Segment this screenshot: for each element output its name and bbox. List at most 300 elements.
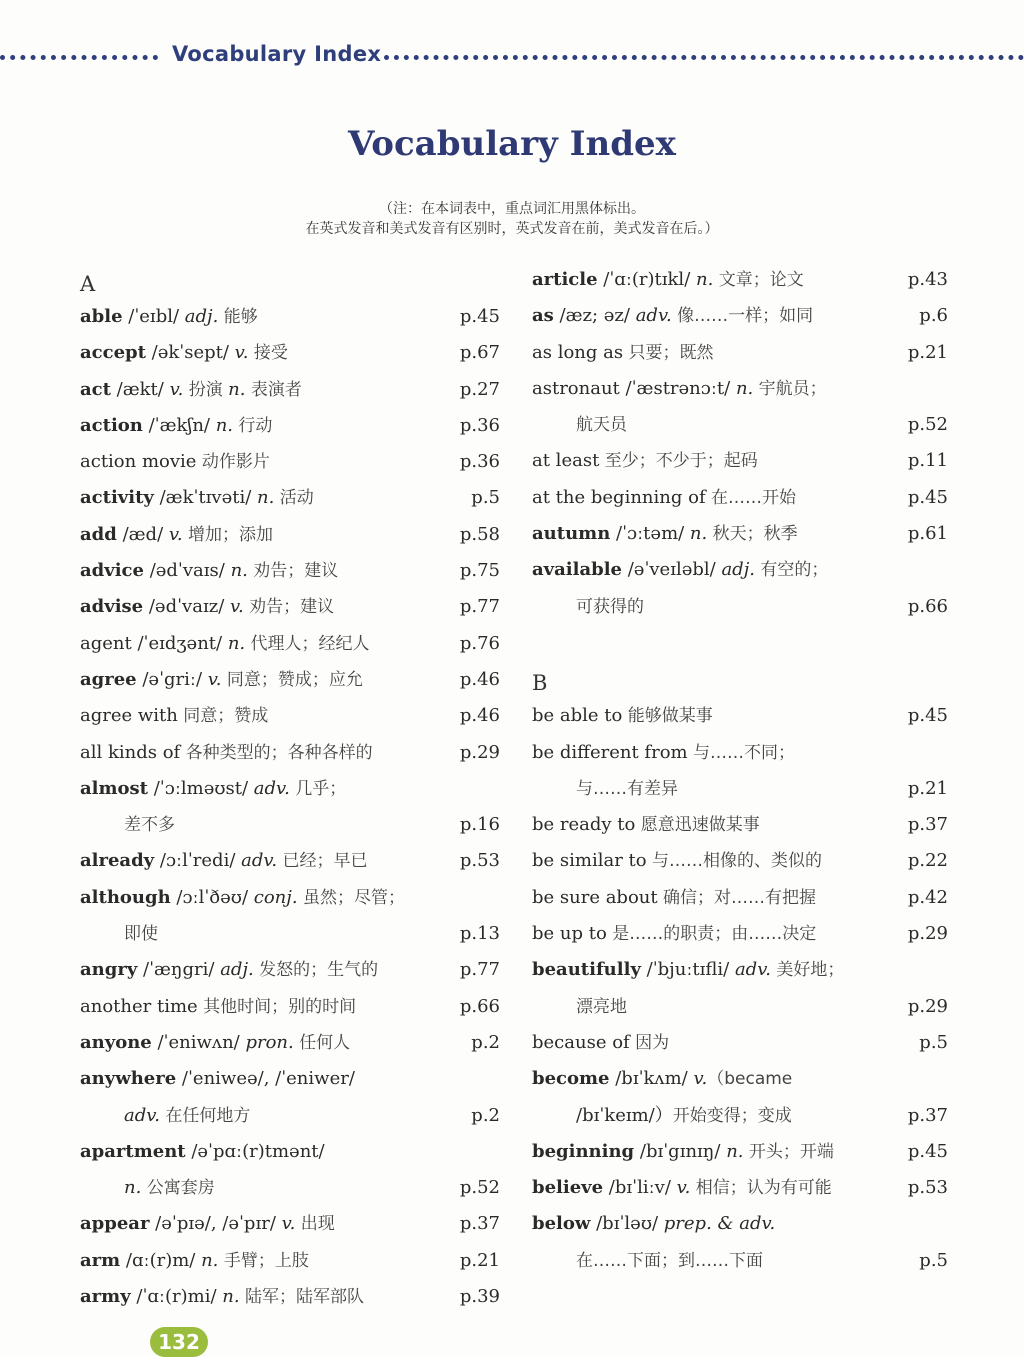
entry-word: become (532, 1068, 610, 1090)
entry-text (80, 517, 273, 553)
entry-page-ref: p.6 (919, 305, 948, 327)
vocab-entry (80, 880, 500, 916)
entry-phonetic: /ˈɔːtəm/ (610, 523, 690, 545)
entry-text (532, 1170, 832, 1206)
entry-text (532, 1206, 775, 1242)
entry-text (80, 553, 338, 589)
entry-part-of-speech: n. (726, 1140, 744, 1162)
entry-text (80, 480, 314, 516)
entry-text (80, 589, 334, 625)
entry-word: below (532, 1213, 591, 1235)
entry-word: be similar to (532, 850, 647, 872)
entry-part-of-speech: n. (695, 269, 714, 290)
entry-meaning: 愿意迅速做某事 (635, 815, 760, 836)
vocab-entry (80, 408, 500, 444)
entry-phonetic: /ˈeɪbl/ (122, 306, 185, 327)
entry-page-ref: p.52 (907, 414, 948, 436)
entry-page-ref: p.5 (919, 1031, 948, 1053)
entry-meaning: 开始变得；变成 (672, 1105, 792, 1126)
entry-meaning: 与……不同； (687, 742, 795, 763)
entry-page-ref: p.75 (459, 560, 500, 582)
entry-text (80, 626, 370, 662)
entry-phonetic: /ˈɑː(r)mi/ (130, 1286, 223, 1308)
entry-part-of-speech: v. (169, 378, 184, 400)
entry-text (576, 589, 644, 625)
entry-part-of-speech: n. (689, 523, 708, 545)
vocab-entry (80, 952, 500, 988)
entry-phonetic: /ˈɑː(r)tɪkl/ (597, 269, 696, 290)
header-label: Vocabulary Index (172, 42, 382, 66)
entry-meaning: 任何人 (293, 1032, 351, 1053)
entry-text (80, 662, 363, 698)
entry-meaning: 陆军；陆军部队 (239, 1287, 364, 1308)
left-entry-list (80, 299, 500, 1315)
entry-phonetic: /ɑː(r)m/ (120, 1249, 202, 1271)
entry-text (80, 952, 378, 988)
vocab-entry (532, 443, 948, 479)
vocab-entry (80, 553, 500, 589)
entry-text (80, 698, 268, 734)
entry-meaning: 只要；既然 (623, 342, 714, 363)
entry-part-of-speech: pron. (245, 1031, 294, 1053)
entry-text (80, 1061, 355, 1097)
entry-page-ref: p.29 (907, 923, 948, 945)
entry-word: astronaut (532, 377, 620, 399)
entry-text (80, 771, 346, 807)
entry-page-ref: p.67 (459, 342, 500, 364)
vocab-entry (80, 662, 500, 698)
entry-part-of-speech: n. (257, 487, 275, 509)
entry-text (576, 1098, 792, 1134)
entry-part-of-speech: adj. (184, 306, 219, 327)
entry-page-ref: p.46 (459, 668, 500, 690)
entry-meaning: 航天员 (576, 415, 627, 436)
entry-text (532, 371, 827, 407)
entry-meaning: 虽然；尽管； (297, 887, 405, 908)
entry-text (532, 952, 844, 988)
entry-page-ref: p.45 (907, 705, 948, 727)
entry-part-of-speech: n. (201, 1249, 219, 1271)
entry-meaning: 公寓套房 (141, 1178, 215, 1199)
entry-word: anyone (80, 1031, 152, 1053)
entry-page-ref: p.16 (459, 814, 500, 836)
entry-page-ref: p.77 (459, 959, 500, 981)
entry-part-of-speech: n. (228, 378, 246, 400)
vocab-entry (80, 480, 500, 516)
entry-meaning: 宇航员； (753, 378, 827, 399)
entry-meaning: 开头；开端 (743, 1141, 834, 1162)
entry-meaning: 接受 (248, 343, 288, 364)
entry-continuation (80, 1170, 500, 1206)
entry-phonetic: /ˈeniweə/, /ˈeniwer/ (176, 1068, 355, 1090)
entry-meaning: 与……相像的、类似的 (646, 851, 823, 872)
entry-phonetic: /bɪˈkʌm/ (609, 1068, 694, 1090)
entry-text (532, 298, 813, 334)
entry-part-of-speech: n. (735, 377, 754, 399)
entry-part-of-speech: adv. (124, 1104, 161, 1126)
header-dots-right (384, 55, 1024, 60)
vocab-entry (80, 1025, 500, 1061)
entry-meaning: （became (707, 1069, 793, 1090)
entry-word: anywhere (80, 1068, 177, 1090)
entry-page-ref: p.21 (907, 777, 948, 799)
entry-text (532, 480, 796, 516)
entry-meaning: 行动 (233, 415, 273, 436)
entry-meaning: 在任何地方 (160, 1105, 251, 1126)
entry-meaning: 各种类型的；各种各样的 (180, 742, 373, 763)
entry-text (532, 552, 828, 588)
entry-meaning: 能够做某事 (622, 706, 713, 727)
entry-word: accept (80, 342, 146, 364)
entry-meaning: 至少；不少于；起码 (599, 451, 758, 472)
vocab-entry (532, 262, 948, 298)
entry-meaning: 有空的； (755, 560, 829, 581)
entry-word: able (80, 306, 123, 327)
vocab-entry (532, 1061, 948, 1097)
entry-phonetic: /bɪˈgɪnɪŋ/ (634, 1140, 727, 1162)
entry-meaning: 发怒的；生气的 (253, 960, 379, 981)
vocab-entry (532, 735, 948, 771)
entry-text (80, 989, 356, 1025)
entry-part-of-speech: v. (207, 668, 222, 690)
entry-meaning: 在……下面；到……下面 (576, 1250, 763, 1271)
entry-word: be sure about (532, 886, 658, 908)
entry-part-of-speech: adv. (635, 305, 672, 327)
entry-meaning: 出现 (295, 1214, 335, 1235)
entry-phonetic: /ɔːlˈredi/ (154, 850, 242, 872)
entry-phonetic: /ˈeniwʌn/ (151, 1031, 246, 1053)
entry-part-of-speech: adj. (220, 959, 254, 981)
entry-page-ref: p.37 (459, 1213, 500, 1235)
entry-continuation (532, 589, 948, 625)
entry-text (532, 1025, 669, 1061)
right-entry-list-b (532, 698, 948, 1279)
entry-meaning: 文章；论文 (713, 270, 804, 290)
entry-meaning: 与……有差异 (576, 778, 678, 799)
entry-word: article (532, 269, 598, 290)
entry-continuation (532, 407, 948, 443)
entry-word: be up to (532, 923, 607, 945)
entry-word: advice (80, 560, 144, 582)
entry-word: action (80, 414, 143, 436)
page-title: Vocabulary Index (348, 124, 676, 164)
entry-word: autumn (532, 523, 611, 545)
vocab-entry (532, 1206, 948, 1242)
entry-phonetic: /ˈeɪdʒənt/ (131, 632, 228, 654)
vocab-entry (80, 1279, 500, 1315)
entry-phonetic: /ækt/ (110, 378, 170, 400)
entry-meaning: 扮演 (183, 379, 229, 400)
header-dots-left (0, 55, 158, 60)
entry-text (80, 444, 270, 480)
entry-meaning: 差不多 (124, 815, 175, 836)
entry-continuation (532, 1243, 948, 1279)
vocab-entry (80, 1134, 500, 1170)
vocab-entry (80, 771, 500, 807)
entry-word: beautifully (532, 959, 641, 981)
vocab-entry (532, 1170, 948, 1206)
vocab-entry (80, 1061, 500, 1097)
entry-word: agent (80, 632, 132, 654)
note-line-1: （注：在本词表中，重点词汇用黑体标出。 (379, 201, 645, 217)
entry-phonetic: /ˈɔːlməʊst/ (148, 777, 254, 799)
entry-page-ref: p.53 (459, 850, 500, 872)
page-number-badge: 132 (150, 1327, 208, 1357)
entry-text (124, 916, 158, 952)
entry-part-of-speech: n. (227, 632, 246, 654)
entry-text (80, 1134, 325, 1170)
entry-meaning: 劝告；建议 (243, 597, 335, 618)
entry-word: at the beginning of (532, 486, 706, 508)
entry-word: be able to (532, 705, 623, 727)
entry-phonetic: /æz; əz/ (553, 305, 636, 327)
vocab-entry (532, 516, 948, 552)
vocab-entry (532, 843, 948, 879)
entry-word: arm (80, 1249, 121, 1271)
entry-page-ref: p.39 (459, 1286, 500, 1308)
entry-page-ref: p.2 (471, 1031, 500, 1053)
entry-text (80, 735, 373, 771)
entry-phonetic: /əˈgriː/ (136, 668, 208, 690)
entry-part-of-speech: prep. & adv. (663, 1213, 776, 1235)
vocab-entry (532, 807, 948, 843)
section-letter-a: A (80, 272, 96, 296)
entry-text (80, 372, 302, 408)
entry-page-ref: p.45 (907, 486, 948, 508)
entry-meaning: 表演者 (245, 379, 302, 400)
entry-page-ref: p.77 (459, 596, 500, 618)
entry-page-ref: p.29 (907, 995, 948, 1017)
entry-word: available (532, 559, 622, 581)
entry-meaning: 同意；赞成 (177, 706, 269, 727)
entry-phonetic: /ədˈvaɪs/ (143, 560, 231, 582)
right-column (532, 262, 948, 1279)
entry-word: because of (532, 1031, 630, 1053)
entry-text (532, 807, 760, 843)
vocab-entry (80, 335, 500, 371)
entry-phonetic: /bɪˈləʊ/ (590, 1213, 664, 1235)
vocab-entry (532, 371, 948, 407)
vocab-entry (80, 372, 500, 408)
entry-phonetic: /æd/ (116, 523, 169, 545)
entry-page-ref: p.45 (459, 306, 500, 327)
entry-continuation (80, 807, 500, 843)
entry-word: activity (80, 487, 154, 509)
entry-page-ref: p.37 (907, 1104, 948, 1126)
entry-part-of-speech: v. (168, 523, 183, 545)
entry-text (532, 843, 822, 879)
entry-meaning: 几乎； (289, 778, 347, 799)
entry-meaning: 相信；认为有可能 (690, 1178, 832, 1199)
entry-text (80, 1025, 350, 1061)
entry-word: agree (80, 668, 137, 690)
entry-text (532, 698, 713, 734)
entry-word: beginning (532, 1140, 635, 1162)
vocab-entry (80, 1243, 500, 1279)
entry-phonetic: /əˈpɪə/, /əˈpɪr/ (149, 1213, 282, 1235)
vocab-entry (80, 517, 500, 553)
entry-continuation (532, 989, 948, 1025)
entry-part-of-speech: v. (281, 1213, 296, 1235)
entry-text (576, 771, 678, 807)
entry-meaning: 活动 (274, 488, 314, 509)
entry-part-of-speech: conj. (253, 886, 298, 908)
entry-page-ref: p.61 (907, 523, 948, 545)
entry-page-ref: p.21 (459, 1249, 500, 1271)
entry-part-of-speech: n. (215, 414, 234, 436)
entry-continuation (80, 916, 500, 952)
entry-word: although (80, 886, 171, 908)
entry-page-ref: p.2 (471, 1104, 500, 1126)
vocab-entry (80, 299, 500, 335)
entry-phonetic: /bɪˈliːv/ (603, 1177, 677, 1199)
entry-page-ref: p.21 (907, 341, 948, 363)
entry-phonetic: /ɔːlˈðəʊ/ (170, 886, 254, 908)
left-column (80, 262, 500, 1315)
entry-phonetic: /əˈveɪləbl/ (622, 559, 722, 581)
entry-page-ref: p.5 (471, 487, 500, 509)
entry-meaning: 美好地； (770, 960, 845, 981)
entry-text (80, 299, 258, 335)
entry-word: almost (80, 777, 149, 799)
vocab-entry (532, 880, 948, 916)
vocab-entry (80, 626, 500, 662)
entry-continuation (532, 771, 948, 807)
entry-meaning: 劝告；建议 (247, 561, 339, 582)
entry-word: believe (532, 1177, 604, 1199)
entry-word: agree with (80, 705, 178, 727)
vocab-entry (80, 735, 500, 771)
entry-part-of-speech: n. (124, 1177, 142, 1199)
entry-page-ref: p.58 (459, 523, 500, 545)
entry-word: be different from (532, 741, 688, 763)
entry-meaning: 同意；赞成；应允 (221, 669, 363, 690)
entry-text (80, 408, 272, 444)
entry-text (576, 1243, 763, 1279)
entry-part-of-speech: adv. (253, 777, 290, 799)
running-header (0, 42, 1024, 72)
vocab-entry (532, 335, 948, 371)
entry-meaning: 即使 (124, 924, 158, 945)
entry-text (532, 916, 816, 952)
entry-page-ref: p.52 (459, 1177, 500, 1199)
entry-meaning: 已经；早已 (277, 851, 368, 872)
entry-word: as long as (532, 341, 624, 363)
entry-meaning: 在……开始 (705, 487, 797, 508)
entry-page-ref: p.27 (459, 378, 500, 400)
entry-meaning: 漂亮地 (576, 996, 627, 1017)
entry-phonetic: /əkˈsept/ (145, 342, 235, 364)
entry-page-ref: p.43 (907, 269, 948, 290)
vocab-entry (80, 444, 500, 480)
vocab-entry (80, 843, 500, 879)
entry-page-ref: p.37 (907, 814, 948, 836)
entry-page-ref: p.36 (459, 451, 500, 473)
entry-meaning: 增加；添加 (182, 524, 274, 545)
entry-meaning: 代理人；经纪人 (245, 633, 370, 654)
entry-word: angry (80, 959, 138, 981)
entry-part-of-speech: adv. (734, 959, 771, 981)
entry-word: another time (80, 995, 198, 1017)
entry-part-of-speech: adj. (721, 559, 756, 581)
vocab-entry (532, 698, 948, 734)
entry-page-ref: p.36 (459, 414, 500, 436)
vocab-entry (80, 589, 500, 625)
entry-word: appear (80, 1213, 150, 1235)
entry-meaning: 其他时间；别的时间 (197, 996, 357, 1017)
entry-word: action movie (80, 451, 197, 473)
entry-page-ref: p.76 (459, 632, 500, 654)
entry-page-ref: p.46 (459, 705, 500, 727)
entry-page-ref: p.5 (919, 1249, 948, 1271)
entry-page-ref: p.11 (907, 450, 948, 472)
entry-text (124, 1098, 250, 1134)
note-line-2: 在英式发音和美式发音有区别时，英式发音在前，美式发音在后。） (305, 221, 719, 237)
section-letter-b: B (532, 671, 548, 696)
entry-meaning: 确信；对……有把握 (657, 887, 817, 908)
vocab-entry (532, 552, 948, 588)
entry-meaning: 可获得的 (576, 596, 644, 617)
entry-page-ref: p.13 (459, 923, 500, 945)
entry-part-of-speech: adv. (241, 850, 278, 872)
entry-page-ref: p.22 (907, 850, 948, 872)
vocab-entry (532, 1025, 948, 1061)
entry-text (532, 262, 804, 298)
entry-text (80, 335, 288, 371)
entry-word: act (80, 378, 111, 400)
entry-page-ref: p.53 (907, 1177, 948, 1199)
vocab-entry (532, 1134, 948, 1170)
entry-meaning: 像……一样；如同 (671, 306, 814, 327)
entry-word: apartment (80, 1140, 186, 1162)
entry-text (576, 407, 627, 443)
entry-continuation (532, 1098, 948, 1134)
entry-word: army (80, 1286, 131, 1308)
vocab-entry (532, 480, 948, 516)
vocab-entry (532, 298, 948, 334)
entry-word: as (532, 305, 554, 327)
entry-word: already (80, 850, 155, 872)
entry-text (532, 880, 816, 916)
entry-text (80, 1206, 335, 1242)
entry-text (80, 1243, 309, 1279)
entry-text (576, 989, 627, 1025)
entry-part-of-speech: v. (676, 1177, 691, 1199)
entry-phonetic: /ˈæŋgri/ (137, 959, 221, 981)
entry-part-of-speech: v. (693, 1068, 708, 1090)
entry-word: be ready to (532, 814, 636, 836)
entry-text (80, 1279, 364, 1315)
right-entry-list-a (532, 262, 948, 625)
entry-text (80, 880, 405, 916)
entry-text (80, 843, 368, 879)
entry-word: add (80, 523, 117, 545)
entry-page-ref: p.45 (907, 1140, 948, 1162)
entry-text (532, 1134, 834, 1170)
entry-word: at least (532, 450, 600, 472)
entry-meaning: 能够 (218, 307, 258, 327)
entry-word: all kinds of (80, 741, 181, 763)
entry-text (532, 443, 758, 479)
entry-text (532, 335, 714, 371)
entry-phonetic: /ækˈtɪvəti/ (153, 487, 258, 509)
entry-part-of-speech: v. (234, 342, 249, 364)
vocab-entry (80, 698, 500, 734)
entry-part-of-speech: v. (229, 596, 244, 618)
entry-text (124, 807, 175, 843)
entry-meaning: 是……的职责；由……决定 (606, 924, 817, 945)
entry-continuation (80, 1098, 500, 1134)
